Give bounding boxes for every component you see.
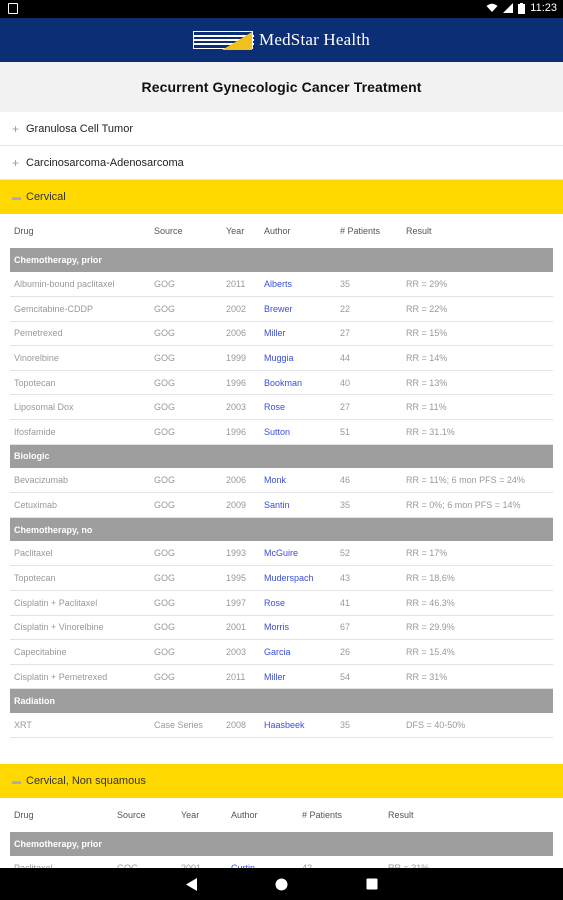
- author-link[interactable]: Miller: [260, 664, 336, 689]
- patients-cell: 44: [336, 346, 402, 371]
- group-name: Chemotherapy, prior: [10, 832, 553, 856]
- home-circle-icon: [275, 878, 288, 891]
- year-cell: 1993: [222, 541, 260, 566]
- author-link[interactable]: McGuire: [260, 541, 336, 566]
- recents-square-icon: [366, 878, 378, 890]
- content-area[interactable]: [0, 112, 563, 868]
- battery-icon: [518, 3, 525, 14]
- year-cell: 2003: [222, 640, 260, 665]
- drug-cell: Vinorelbine: [10, 346, 150, 371]
- author-link[interactable]: Garcia: [260, 640, 336, 665]
- drug-cell: Cisplatin + Vinorelbine: [10, 615, 150, 640]
- source-cell: GOG: [150, 395, 222, 420]
- patients-cell: 40: [336, 370, 402, 395]
- year-cell: 2006: [222, 321, 260, 346]
- drug-cell: Bevacizumab: [10, 468, 150, 493]
- column-header: # Patients: [340, 226, 381, 236]
- year-cell: 2002: [222, 297, 260, 322]
- author-link[interactable]: Muderspach: [260, 566, 336, 591]
- patients-cell: 46: [336, 468, 402, 493]
- table-row: [10, 468, 553, 493]
- table-row: [10, 297, 553, 322]
- group-name: Chemotherapy, no: [10, 517, 553, 541]
- source-cell: GOG: [150, 566, 222, 591]
- column-header: Source: [154, 226, 183, 236]
- drug-cell: Cetuximab: [10, 493, 150, 518]
- patients-cell: 41: [336, 591, 402, 616]
- author-link[interactable]: Rose: [260, 591, 336, 616]
- drug-cell: Cisplatin + Paclitaxel: [10, 591, 150, 616]
- source-cell: GOG: [150, 640, 222, 665]
- drug-cell: Gemcitabine-CDDP: [10, 297, 150, 322]
- accordion-cervical[interactable]: [0, 180, 563, 214]
- table-row: [10, 591, 553, 616]
- source-cell: GOG: [150, 321, 222, 346]
- drug-cell: XRT: [10, 713, 150, 738]
- author-link[interactable]: Muggia: [260, 346, 336, 371]
- column-header: # Patients: [302, 810, 343, 820]
- accordion-label: Carcinosarcoma-Adenosarcoma: [26, 156, 184, 169]
- home-button[interactable]: [275, 877, 289, 891]
- author-link[interactable]: Santin: [260, 493, 336, 518]
- drug-cell: Topotecan: [10, 566, 150, 591]
- table-row: [10, 346, 553, 371]
- group-name: Chemotherapy, prior: [10, 248, 553, 272]
- author-link[interactable]: Sutton: [260, 420, 336, 445]
- table-row: [10, 272, 553, 297]
- expand-plus-icon: +: [12, 121, 20, 136]
- result-cell: RR = 17%: [402, 541, 553, 566]
- result-cell: RR = 31%: [402, 664, 553, 689]
- source-cell: GOG: [150, 468, 222, 493]
- drug-cell: Paclitaxel: [10, 541, 150, 566]
- result-cell: RR = 11%: [402, 395, 553, 420]
- year-cell: 1995: [222, 566, 260, 591]
- year-cell: 1996: [222, 370, 260, 395]
- signal-icon: [503, 3, 513, 13]
- clock: 11:23: [530, 2, 557, 14]
- source-cell: GOG: [150, 541, 222, 566]
- group-name: Biologic: [10, 444, 553, 468]
- result-cell: RR = 13%: [402, 370, 553, 395]
- accordion-label: Cervical: [26, 191, 66, 203]
- group-header-row: [10, 517, 553, 541]
- result-cell: DFS = 40-50%: [402, 713, 553, 738]
- table-row: [10, 615, 553, 640]
- table-header-row: [10, 798, 553, 832]
- title-area: [0, 62, 563, 112]
- year-cell: 2009: [222, 493, 260, 518]
- column-header: Author: [264, 226, 291, 236]
- result-cell: RR = 15%: [402, 321, 553, 346]
- table-row: [10, 541, 553, 566]
- source-cell: GOG: [150, 272, 222, 297]
- table-row: [10, 395, 553, 420]
- year-cell: 2011: [222, 272, 260, 297]
- patients-cell: 22: [336, 297, 402, 322]
- group-header-row: [10, 689, 553, 713]
- result-cell: RR = 29%: [402, 272, 553, 297]
- logo-mark-icon: [193, 31, 253, 49]
- source-cell: GOG: [150, 493, 222, 518]
- result-cell: RR = 18.6%: [402, 566, 553, 591]
- source-cell: GOG: [150, 420, 222, 445]
- year-cell: 1996: [222, 420, 260, 445]
- result-cell: RR = 11%; 6 mon PFS = 24%: [402, 468, 553, 493]
- patients-cell: 54: [336, 664, 402, 689]
- collapse-minus-icon: ▬: [12, 192, 21, 202]
- group-name: Radiation: [10, 689, 553, 713]
- year-cell: 2003: [222, 395, 260, 420]
- group-header-row: [10, 832, 553, 856]
- cervical-treatment-table: [10, 214, 553, 738]
- year-cell: 2008: [222, 713, 260, 738]
- source-cell: GOG: [150, 591, 222, 616]
- year-cell: 2001: [222, 615, 260, 640]
- column-header: Author: [231, 810, 258, 820]
- source-cell: GOG: [150, 370, 222, 395]
- medstar-logo: [193, 30, 370, 50]
- source-cell: GOG: [150, 346, 222, 371]
- column-header: Result: [406, 226, 432, 236]
- table-row: [10, 664, 553, 689]
- result-cell: RR = 15.4%: [402, 640, 553, 665]
- collapse-minus-icon: ▬: [12, 776, 21, 786]
- table-row: [10, 566, 553, 591]
- table-row: [10, 370, 553, 395]
- year-cell: 2006: [222, 468, 260, 493]
- patients-cell: 43: [336, 566, 402, 591]
- year-cell: 1997: [222, 591, 260, 616]
- year-cell: 1999: [222, 346, 260, 371]
- result-cell: RR = 31.1%: [402, 420, 553, 445]
- back-triangle-icon: [186, 878, 198, 891]
- group-header-row: [10, 248, 553, 272]
- accordion-cervical-non-squamous[interactable]: [0, 764, 563, 798]
- column-header: Result: [388, 810, 414, 820]
- notification-icon: [8, 3, 18, 14]
- app-header: [0, 18, 563, 62]
- author-link[interactable]: Brewer: [260, 297, 336, 322]
- drug-cell: Ifosfamide: [10, 420, 150, 445]
- drug-cell: Pemetrexed: [10, 321, 150, 346]
- source-cell: GOG: [150, 615, 222, 640]
- author-link[interactable]: Bookman: [260, 370, 336, 395]
- table-row: [10, 321, 553, 346]
- patients-cell: 35: [336, 713, 402, 738]
- patients-cell: 27: [336, 321, 402, 346]
- table-row: [10, 640, 553, 665]
- table-row: [10, 420, 553, 445]
- status-bar: [0, 0, 563, 18]
- column-header: Drug: [14, 810, 34, 820]
- column-header: Year: [181, 810, 200, 820]
- drug-cell: Topotecan: [10, 370, 150, 395]
- navigation-bar: [0, 868, 563, 900]
- patients-cell: 27: [336, 395, 402, 420]
- back-button[interactable]: [185, 877, 199, 891]
- result-cell: RR = 29.9%: [402, 615, 553, 640]
- drug-cell: Cisplatin + Pemetrexed: [10, 664, 150, 689]
- patients-cell: 51: [336, 420, 402, 445]
- table-row: [10, 713, 553, 738]
- table-header-row: [10, 214, 553, 248]
- drug-cell: Liposomal Dox: [10, 395, 150, 420]
- source-cell: GOG: [150, 664, 222, 689]
- patients-cell: 35: [336, 493, 402, 518]
- author-link[interactable]: Miller: [260, 321, 336, 346]
- wifi-icon: [486, 3, 498, 13]
- group-header-row: [10, 444, 553, 468]
- source-cell: GOG: [150, 297, 222, 322]
- patients-cell: 35: [336, 272, 402, 297]
- source-cell: Case Series: [150, 713, 222, 738]
- drug-cell: Albumin-bound paclitaxel: [10, 272, 150, 297]
- drug-cell: Capecitabine: [10, 640, 150, 665]
- accordion-carcinosarcoma[interactable]: [0, 146, 563, 180]
- author-link[interactable]: Monk: [260, 468, 336, 493]
- result-cell: RR = 22%: [402, 297, 553, 322]
- patients-cell: 67: [336, 615, 402, 640]
- accordion-granulosa-cell-tumor[interactable]: [0, 112, 563, 146]
- patients-cell: 26: [336, 640, 402, 665]
- author-link[interactable]: Haasbeek: [260, 713, 336, 738]
- column-header: Source: [117, 810, 146, 820]
- result-cell: RR = 46.3%: [402, 591, 553, 616]
- year-cell: 2011: [222, 664, 260, 689]
- author-link[interactable]: Morris: [260, 615, 336, 640]
- accordion-label: Granulosa Cell Tumor: [26, 122, 133, 135]
- expand-plus-icon: +: [12, 155, 20, 170]
- author-link[interactable]: Alberts: [260, 272, 336, 297]
- recents-button[interactable]: [365, 877, 379, 891]
- table-row: [10, 493, 553, 518]
- column-header: Drug: [14, 226, 34, 236]
- brand-name: MedStar Health: [259, 30, 370, 49]
- author-link[interactable]: Rose: [260, 395, 336, 420]
- accordion-label: Cervical, Non squamous: [26, 775, 146, 787]
- patients-cell: 52: [336, 541, 402, 566]
- page-title: Recurrent Gynecologic Cancer Treatment: [141, 79, 422, 95]
- result-cell: RR = 0%; 6 mon PFS = 14%: [402, 493, 553, 518]
- result-cell: RR = 14%: [402, 346, 553, 371]
- column-header: Year: [226, 226, 245, 236]
